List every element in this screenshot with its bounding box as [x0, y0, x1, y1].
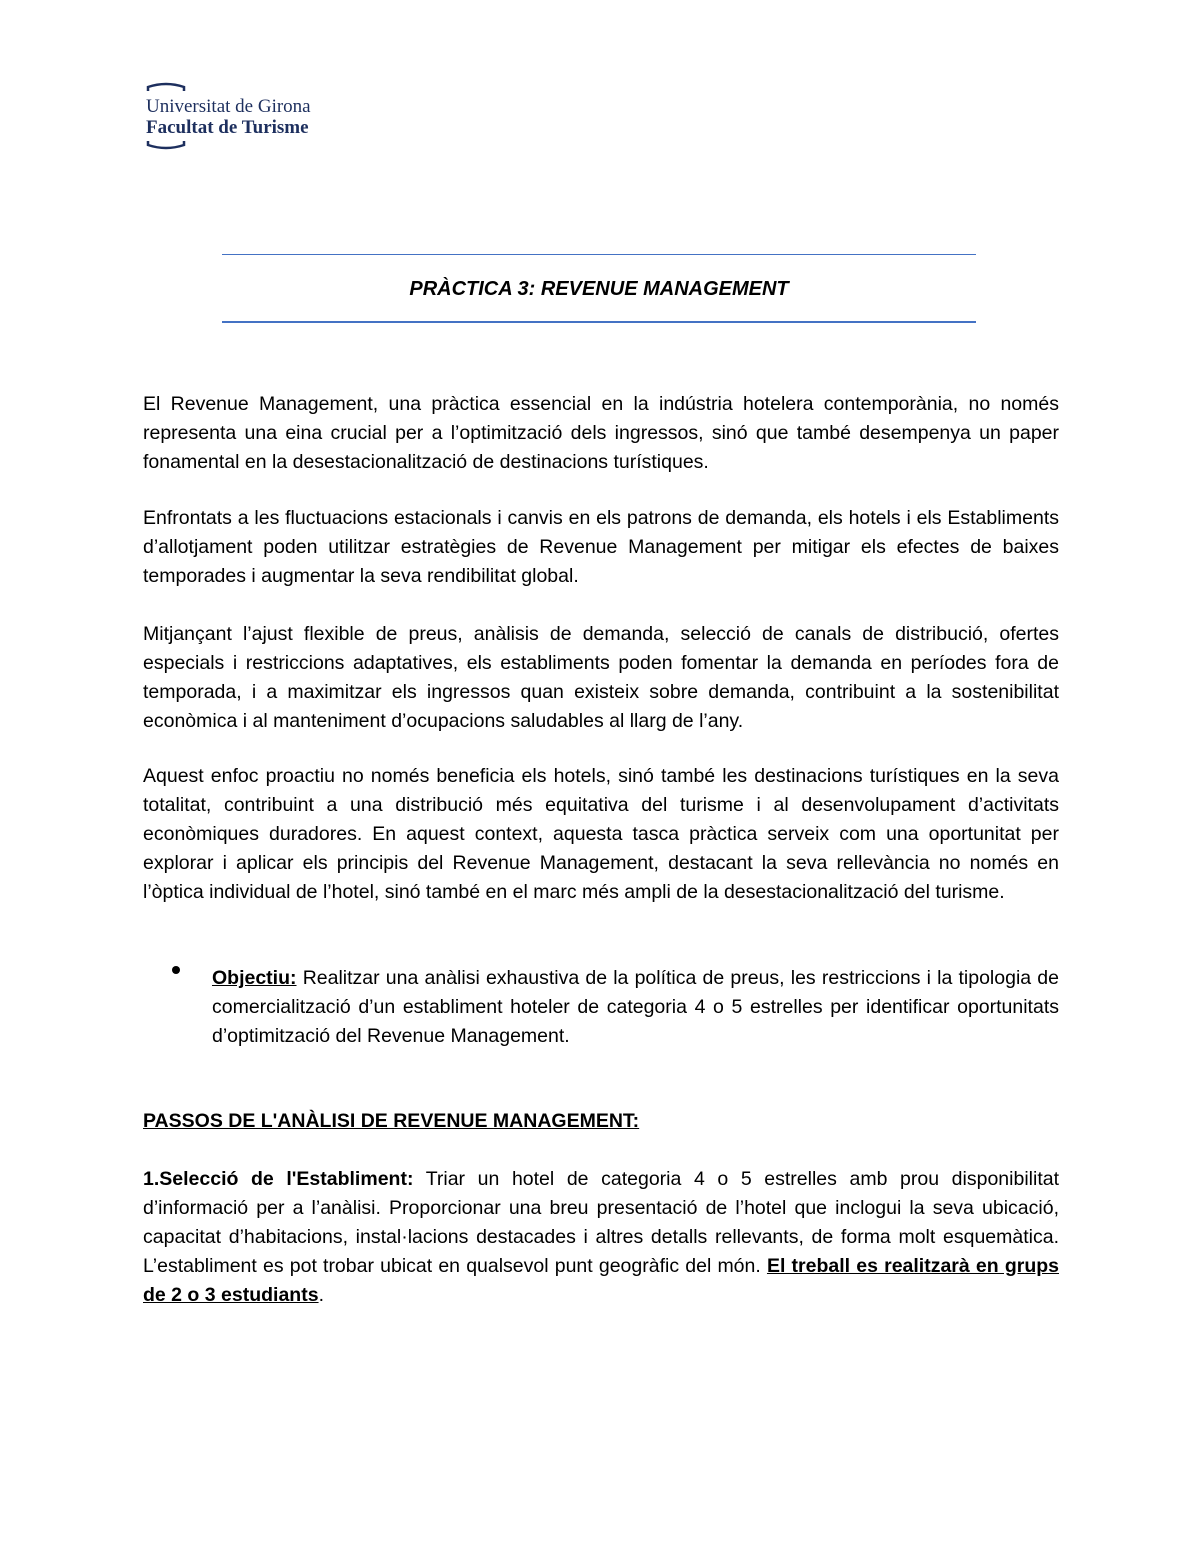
context-paragraph: Aquest enfoc proactiu no només beneficia els hotels, sinó també les destinacions turístiques en la seva totalitat, contribuint a una distribució més equitativa del turisme i al desenvolupament d’activitats econòmiques duradores. En aquest context, aquesta tasca pràctica serveix com una oportunitat per explorar i aplicar els principis del Revenue Management, destacant la seva rellevància no només en l’òptica individual de l’hotel, sinó també en el marc més ampli de la desestacionalització del turisme. — [143, 765, 1059, 903]
step-1-end: . — [318, 1284, 324, 1306]
logo-top-arc-icon — [146, 82, 186, 92]
page-title: PRÀCTICA 3: REVENUE MANAGEMENT — [409, 278, 789, 300]
step-1-label: 1.Selecció de l'Establiment: — [143, 1168, 414, 1190]
logo-faculty-name: Facultat de Turisme — [146, 117, 309, 138]
bullet-icon — [172, 966, 180, 974]
step-1-paragraph — [143, 1165, 1059, 1310]
strategies-paragraph: Mitjançant l’ajust flexible de preus, anàlisis de demanda, selecció de canals de distribució, ofertes especials i restriccions adaptatives, els establiments poden fomentar la demanda en períodes fora de temporada, i a maximitzar els ingressos quan existeix sobre demanda, contribuint a la sostenibilitat econòmica i al manteniment d’ocupacions saludables al llarg de l’any. — [143, 623, 1059, 732]
intro-paragraph: El Revenue Management, una pràctica essencial en la indústria hotelera contemporània, no només representa una eina crucial per a l’optimització dels ingressos, sinó que també desempenya un paper fonamental en la desestacionalització de destinacions turístiques. — [143, 393, 1059, 473]
steps-heading: PASSOS DE L'ANÀLISI DE REVENUE MANAGEMENT: — [143, 1110, 640, 1132]
logo-bottom-arc-icon — [146, 140, 186, 150]
objective-item — [212, 964, 1059, 1051]
objective-text: Realitzar una anàlisi exhaustiva de la política de preus, les restriccions i la tipologia de comercialització d’un establiment hoteler de categoria 4 o 5 estrelles per identificar oportunitats d’optimització del Revenue Management. — [212, 967, 1059, 1047]
step-1-emphasis: El treball es realitzarà en grups de 2 o 3 estudiants — [143, 1255, 1059, 1306]
seasonality-paragraph: Enfrontats a les fluctuacions estacionals i canvis en els patrons de demanda, els hotels i els Establiments d’allotjament poden utilitzar estratègies de Revenue Management per mitigar els efectes de baixes temporades i augmentar la seva rendibilitat global. — [143, 507, 1059, 587]
title-top-rule — [222, 254, 976, 255]
university-logo — [146, 82, 336, 156]
title-bottom-rule — [222, 321, 976, 323]
logo-university-name: Universitat de Girona — [146, 96, 311, 117]
step-1-text: Triar un hotel de categoria 4 o 5 estrelles amb prou disponibilitat d’informació per a l’anàlisi. Proporcionar una breu presentació de l’hotel que inclogui la seva ubicació, capacitat d’habitacions, instal·lacions destacades i altres detalls rellevants, de forma molt esquemàtica. L’establiment es pot trobar ubicat en qualsevol punt geogràfic del món. — [143, 1168, 1059, 1277]
objective-label: Objectiu: — [212, 967, 297, 989]
